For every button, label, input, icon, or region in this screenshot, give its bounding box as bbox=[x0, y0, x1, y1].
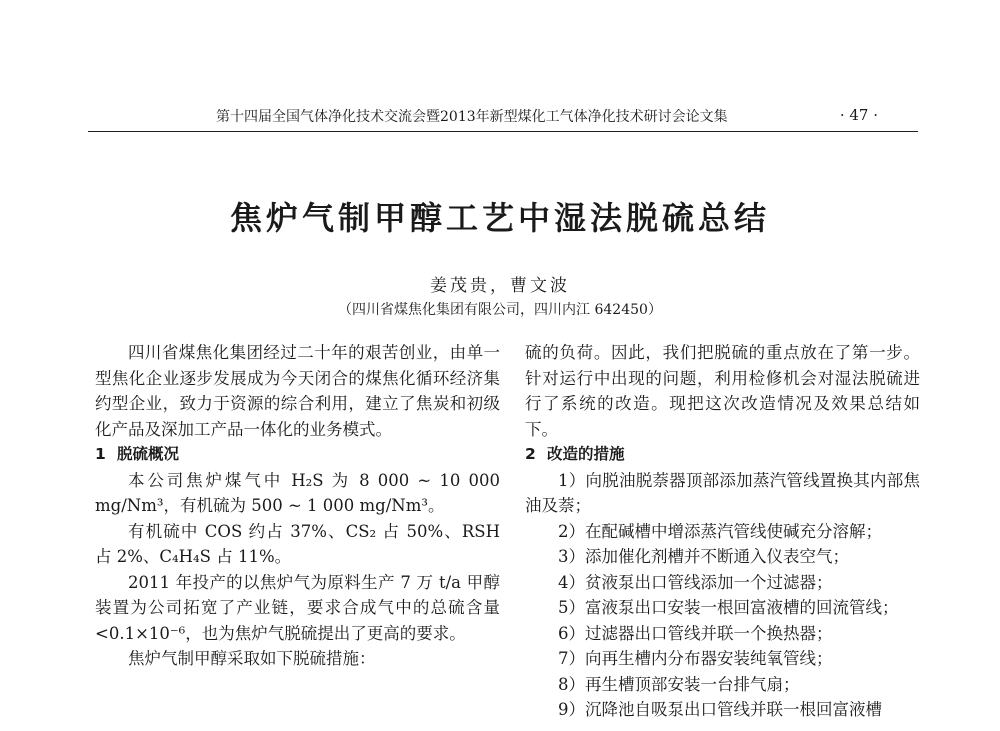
paragraph-methanol: 2011 年投产的以焦炉气为原料生产 7 万 t/a 甲醇装置为公司拓宽了产业链，要求合成气中的总硫含量<0.1×10⁻⁶，也为焦炉气脱硫提出了更高的要求。 bbox=[95, 572, 500, 643]
list-item: 8）再生槽顶部安装一台排气扇； bbox=[558, 674, 800, 694]
right-column bbox=[525, 340, 920, 723]
measure-list bbox=[525, 468, 920, 723]
section-title: 改造的措施 bbox=[547, 445, 625, 463]
list-item: 7）向再生槽内分布器安装纯氧管线； bbox=[558, 649, 833, 668]
list-item: 6）过滤器出口管线并联一个换热器； bbox=[558, 623, 833, 643]
left-column bbox=[95, 340, 500, 672]
paragraph-h2s: 本公司焦炉煤气中 H₂S 为 8 000 ~ 10 000 mg/Nm³，有机硫为 500 ~ 1 000 mg/Nm³。 bbox=[95, 470, 500, 515]
list-item: 1）向脱油脱萘器顶部添加蒸汽管线置换其内部焦油及萘； bbox=[525, 470, 920, 515]
article-affiliation: （四川省煤焦化集团有限公司，四川内江 642450） bbox=[338, 302, 662, 318]
list-item: 9）沉降池自吸泵出口管线并联一根回富液槽 bbox=[558, 700, 882, 719]
journal-title: 第十四届全国气体净化技术交流会暨2013年新型煤化工气体净化技术研讨会论文集 bbox=[216, 109, 728, 125]
list-item: 3）添加催化剂槽并不断通入仪表空气； bbox=[558, 547, 849, 566]
continued-paragraph: 硫的负荷。因此，我们把脱硫的重点放在了第一步。针对运行中出现的问题，利用检修机会对湿法脱硫进行了系统的改造。现把这次改造情况及效果总结如下。 bbox=[525, 343, 920, 439]
section-heading-2 bbox=[525, 442, 920, 468]
paragraph-organic-sulfur: 有机硫中 COS 约占 37%、CS₂ 占 50%、RSH 占 2%、C₄H₄S 占 11%。 bbox=[95, 521, 500, 566]
paragraph-truncated: 焦炉气制甲醇采取如下脱硫措施： bbox=[128, 649, 376, 668]
article-title: 焦炉气制甲醇工艺中湿法脱硫总结 bbox=[229, 199, 770, 237]
header-rule bbox=[88, 131, 918, 132]
section-number: 1 bbox=[95, 445, 106, 463]
list-item: 4）贫液泵出口管线添加一个过滤器； bbox=[558, 572, 833, 592]
section-number: 2 bbox=[525, 445, 536, 463]
page-number: · 47 · bbox=[839, 106, 878, 124]
list-item: 2）在配碱槽中增添蒸汽管线使碱充分溶解； bbox=[558, 521, 882, 541]
section-title: 脱硫概况 bbox=[117, 445, 180, 463]
list-item: 5）富液泵出口安装一根回富液槽的回流管线； bbox=[558, 598, 899, 617]
section-heading-1 bbox=[95, 442, 500, 468]
article-authors: 姜茂贵，曹文波 bbox=[430, 276, 570, 296]
running-header bbox=[88, 106, 908, 128]
intro-paragraph: 四川省煤焦化集团经过二十年的艰苦创业，由单一型焦化企业逐步发展成为今天闭合的煤焦化循环经济集约型企业，致力于资源的综合利用，建立了焦炭和初级化产品及深加工产品一体化的业务模式。 bbox=[95, 343, 500, 439]
